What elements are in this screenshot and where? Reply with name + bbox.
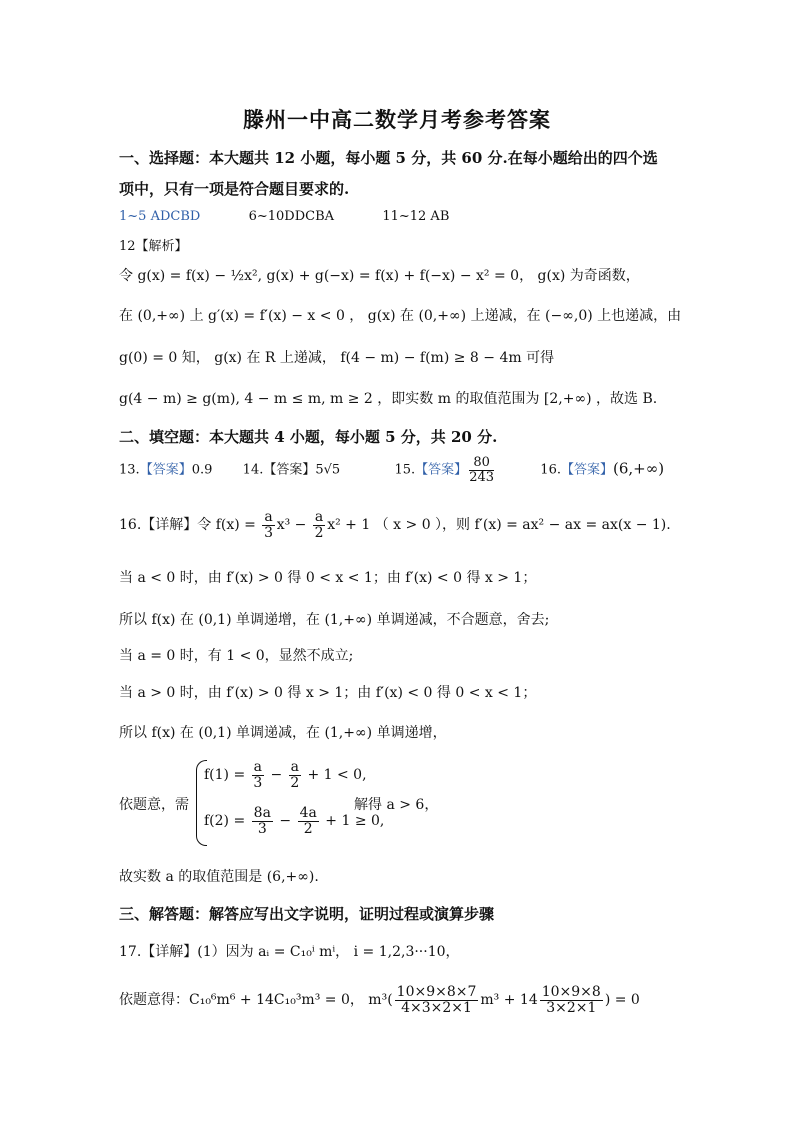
frac-den: 4×3×2×1 bbox=[401, 999, 472, 1016]
frac-num: a bbox=[253, 759, 263, 775]
q17-fraction-2 bbox=[540, 985, 603, 1015]
q16-condition-label: 依题意，需 bbox=[119, 797, 189, 813]
q17-fraction-1 bbox=[395, 985, 479, 1015]
frac-den: 3 bbox=[257, 820, 267, 837]
answers-11-12: 11~12 AB bbox=[382, 209, 450, 224]
q12-line-4: g(4 − m) ≥ g(m), 4 − m ≤ m, m ≥ 2 ，即实数 m 的取值范围为 [2,+∞) ，故选 B. bbox=[119, 391, 658, 407]
sys1-rhs: + 1 < 0, bbox=[303, 767, 367, 784]
q16-detail-line-6: 所以 f(x) 在 (0,1) 单调递减，在 (1,+∞) 单调递增， bbox=[119, 725, 447, 741]
sys2-frac-2 bbox=[298, 806, 319, 836]
frac-num: 8a bbox=[253, 805, 271, 821]
q16-detail-conclusion: 故实数 a 的取值范围是 (6,+∞). bbox=[119, 869, 319, 885]
frac-den: 2 bbox=[314, 524, 324, 541]
answer-15-denominator: 243 bbox=[469, 469, 495, 485]
answer-14-number: 14. bbox=[242, 462, 264, 478]
frac-num: 10×9×8 bbox=[541, 984, 601, 1000]
choice-answers bbox=[119, 209, 449, 224]
answer-14-value: 5√5 bbox=[315, 462, 341, 478]
q16-detail-part-b: x³ − bbox=[276, 517, 311, 534]
q12-line-1: 令 g(x) = f(x) − ½x², g(x) + g(−x) = f(x) + f(−x) − x² = 0， g(x) 为奇函数， bbox=[119, 268, 640, 284]
frac-num: a bbox=[314, 509, 324, 525]
section-1-heading-line-2: 项中，只有一项是符合题目要求的. bbox=[119, 180, 350, 198]
q16-detail-line-4: 当 a = 0 时，有 1 < 0，显然不成立; bbox=[119, 648, 354, 664]
answer-13-tag: 【答案】 bbox=[139, 462, 192, 478]
q16-detail-part-c: x² + 1 （ x > 0 ），则 f′(x) = ax² − ax = ax(x − 1). bbox=[327, 517, 671, 534]
frac-num: 4a bbox=[299, 805, 317, 821]
section-2-heading: 二、填空题：本大题共 4 小题，每小题 5 分，共 20 分. bbox=[119, 428, 498, 446]
sys1-frac-1 bbox=[252, 760, 264, 790]
section-3-heading: 三、解答题：解答应写出文字说明，证明过程或演算步骤 bbox=[119, 905, 495, 923]
q16-detail-line-3: 所以 f(x) 在 (0,1) 单调递增，在 (1,+∞) 单调递减，不合题意，舍去; bbox=[119, 612, 550, 628]
frac-num: a bbox=[264, 509, 273, 525]
q16-detail-part-a: 16.【详解】令 f(x) = bbox=[119, 517, 261, 534]
answer-16-value: (6,+∞) bbox=[613, 459, 665, 478]
answer-14-tag: 【答案】 bbox=[263, 462, 316, 478]
sys2-minus: − bbox=[274, 813, 296, 830]
q16-detail-line-2: 当 a < 0 时，由 f′(x) > 0 得 0 < x < 1；由 f′(x) < 0 得 x > 1； bbox=[119, 570, 537, 586]
system-equation-1 bbox=[204, 760, 367, 790]
sys2-frac-1 bbox=[252, 806, 273, 836]
frac-den: 3 bbox=[253, 774, 263, 791]
q12-line-2: 在 (0,+∞) 上 g′(x) = f′(x) − x < 0 ， g(x) 在 (0,+∞) 上递减，在 (−∞,0) 上也递减，由 bbox=[119, 308, 682, 324]
q17-line-2-part-b: m³ + 14 bbox=[480, 992, 538, 1009]
answer-15-tag: 【答案】 bbox=[415, 462, 468, 478]
fill-in-answers bbox=[119, 456, 664, 484]
sys1-minus: − bbox=[266, 767, 287, 784]
q17-line-2-part-a: 依题意得：C₁₀⁶m⁶ + 14C₁₀³m³ = 0， m³( bbox=[119, 992, 393, 1009]
sys2-lhs: f(2) = bbox=[204, 813, 250, 830]
frac-den: 2 bbox=[303, 820, 313, 837]
answers-1-5: 1~5 ADCBD bbox=[119, 209, 201, 224]
frac-num: 10×9×8×7 bbox=[396, 984, 477, 1000]
q17-line-2 bbox=[119, 985, 640, 1015]
frac-num: a bbox=[290, 759, 300, 775]
answer-15-fraction bbox=[469, 456, 494, 484]
q16-detail-line-5: 当 a > 0 时，由 f′(x) > 0 得 x > 1；由 f′(x) < 0 得 0 < x < 1； bbox=[119, 685, 537, 701]
answer-15-numerator: 80 bbox=[469, 456, 494, 471]
fraction-a-over-3 bbox=[262, 510, 274, 540]
q17-line-2-part-c: ) = 0 bbox=[604, 992, 640, 1009]
answer-16-number: 16. bbox=[540, 462, 561, 478]
frac-den: 3 bbox=[264, 524, 273, 541]
q12-line-3: g(0) = 0 知， g(x) 在 R 上递减， f(4 − m) − f(m) ≥ 8 − 4m 可得 bbox=[119, 350, 555, 366]
fraction-a-over-2 bbox=[313, 510, 325, 540]
page-title: 滕州一中高二数学月考参考答案 bbox=[243, 107, 551, 132]
frac-den: 3×2×1 bbox=[546, 999, 597, 1016]
q16-detail-line-1 bbox=[119, 510, 671, 540]
sys2-rhs: + 1 ≥ 0, bbox=[320, 813, 385, 830]
q17-line-1: 17.【详解】(1）因为 aᵢ = C₁₀ⁱ mⁱ， i = 1,2,3···10， bbox=[119, 944, 460, 960]
answer-16-tag: 【答案】 bbox=[560, 462, 613, 478]
answers-6-10: 6~10DDCBA bbox=[248, 209, 335, 224]
answer-13-number: 13. bbox=[119, 462, 140, 478]
frac-den: 2 bbox=[290, 774, 300, 791]
sys1-lhs: f(1) = bbox=[204, 767, 250, 784]
q16-solution-result: 解得 a > 6， bbox=[354, 797, 439, 813]
section-1-heading-line-1: 一、选择题：本大题共 12 小题，每小题 5 分，共 60 分.在每小题给出的四个选 bbox=[119, 149, 658, 167]
answer-13-value: 0.9 bbox=[191, 462, 213, 478]
sys1-frac-2 bbox=[289, 760, 301, 790]
q12-title: 12【解析】 bbox=[119, 239, 188, 254]
answer-15-number: 15. bbox=[394, 462, 416, 478]
